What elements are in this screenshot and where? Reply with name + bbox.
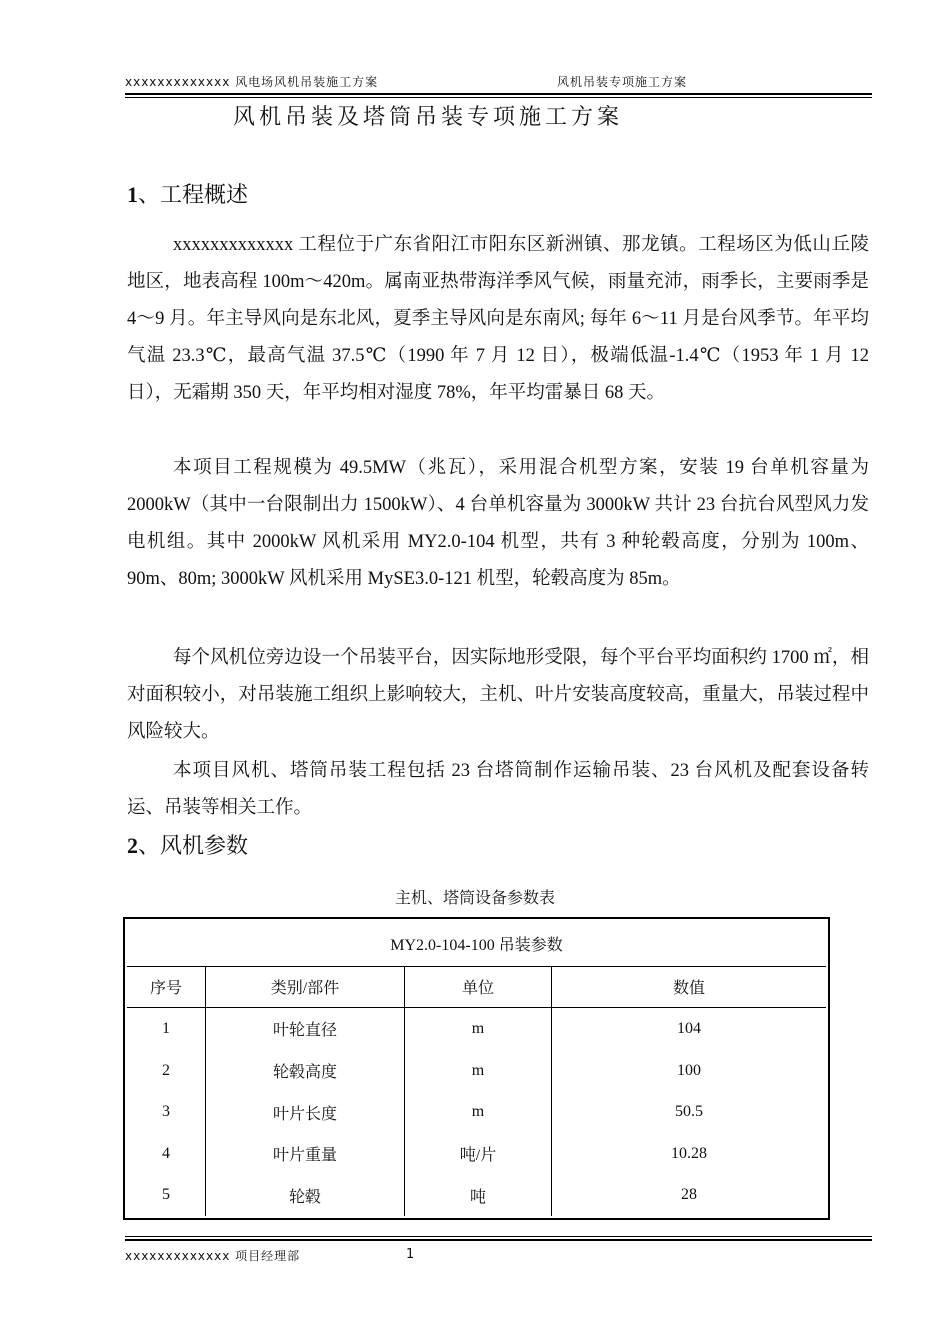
table-row — [127, 1133, 826, 1175]
table-row — [127, 1091, 826, 1133]
header-rule-thin — [125, 97, 872, 98]
section-separator: 、 — [138, 834, 161, 859]
cell-component: 轮毂高度 — [206, 1050, 405, 1092]
table-row — [127, 1008, 826, 1050]
section-title: 工程概述 — [160, 183, 249, 208]
footer-rule-thick — [125, 1239, 872, 1241]
section-heading-1 — [127, 178, 248, 209]
cell-index: 2 — [127, 1050, 206, 1092]
cell-value: 10.28 — [671, 1144, 707, 1162]
header-right-text: 风机吊装专项施工方案 — [557, 75, 688, 89]
section-heading-2 — [127, 829, 248, 860]
paragraph-scope: 本项目风机、塔筒吊装工程包括 23 台塔筒制作运输吊装、23 台风机及配套设备转运、吊装等相关工作。 — [127, 761, 869, 818]
cell-value: 104 — [677, 1019, 701, 1037]
header-unit: 单位 — [405, 966, 552, 1008]
header-left-text: xxxxxxxxxxxxx 风电场风机吊装施工方案 — [125, 75, 379, 89]
table-caption: 主机、塔筒设备参数表 — [394, 888, 555, 907]
paragraph-platform: 每个风机位旁边设一个吊装平台，因实际地形受限，每个平台平均面积约 1700 ㎡，相对面积较小，对吊装施工组织上影响较大，主机、叶片安装高度较高，重量大，吊装过程中风险较大。 — [127, 648, 869, 742]
paragraph-overview: xxxxxxxxxxxxx 工程位于广东省阳江市阳东区新洲镇、那龙镇。工程场区为低山丘陵地区，地表高程 100m～420m。属南亚热带海洋季风气候，雨量充沛，雨季长，主要雨季是 4～9 月。年主导风向是东北风，夏季主导风向是东南风; 每年 6～11 月是台风季节。年平均气温 23.3℃，最高气温 37.5℃（1990 年 7 月 12 日），极端低温-1.4℃（1953 年 1 月 12 日），无霜期 350 天，年平均相对湿度 78%，年平均雷暴日 68 天。 — [127, 235, 869, 403]
table-title: MY2.0-104-100 吊装参数 — [127, 921, 826, 966]
section-number: 1 — [127, 182, 138, 207]
page-footer — [125, 1247, 872, 1264]
page-header — [125, 71, 872, 91]
cell-component: 轮毂 — [206, 1174, 405, 1216]
table-header-row — [127, 966, 826, 1008]
cell-index: 4 — [127, 1133, 206, 1175]
document-title: 风机吊装及塔筒吊装专项施工方案 — [233, 105, 624, 130]
cell-value: 28 — [681, 1186, 697, 1204]
footer-left-text: xxxxxxxxxxxxx 项目经理部 — [125, 1249, 301, 1263]
page-number: 1 — [406, 1247, 416, 1262]
table-row — [127, 1174, 826, 1216]
table-row — [127, 1050, 826, 1092]
cell-index: 5 — [127, 1174, 206, 1216]
section-number: 2 — [127, 833, 138, 858]
header-index: 序号 — [127, 966, 206, 1008]
section-title: 风机参数 — [160, 834, 249, 859]
footer-rule-thin — [125, 1236, 872, 1237]
parameter-table — [123, 917, 830, 1220]
cell-component: 叶片长度 — [206, 1091, 405, 1133]
cell-value: 100 — [677, 1061, 701, 1079]
paragraph-scale: 本项目工程规模为 49.5MW（兆瓦），采用混合机型方案，安装 19 台单机容量为 2000kW（其中一台限制出力 1500kW）、4 台单机容量为 3000kW 共计 23 台抗台风型风力发电机组。其中 2000kW 风机采用 MY2.0-104 机型，共有 3 种轮毂高度，分别为 100m、90m、80m; 3000kW 风机采用 MySE3.0-121 机型，轮毂高度为 85m。 — [127, 458, 869, 589]
cell-component: 叶轮直径 — [206, 1008, 405, 1050]
cell-unit: m — [405, 1050, 552, 1092]
cell-unit: m — [405, 1008, 552, 1050]
cell-index: 3 — [127, 1091, 206, 1133]
cell-unit: 吨 — [405, 1174, 552, 1216]
cell-unit: m — [405, 1091, 552, 1133]
cell-unit: 吨/片 — [405, 1133, 552, 1175]
cell-index: 1 — [127, 1008, 206, 1050]
cell-component: 叶片重量 — [206, 1133, 405, 1175]
header-component: 类别/部件 — [206, 966, 405, 1008]
cell-value: 50.5 — [675, 1103, 703, 1121]
section-separator: 、 — [138, 183, 161, 208]
header-value: 数值 — [552, 966, 827, 1008]
header-rule-thick — [125, 93, 872, 95]
